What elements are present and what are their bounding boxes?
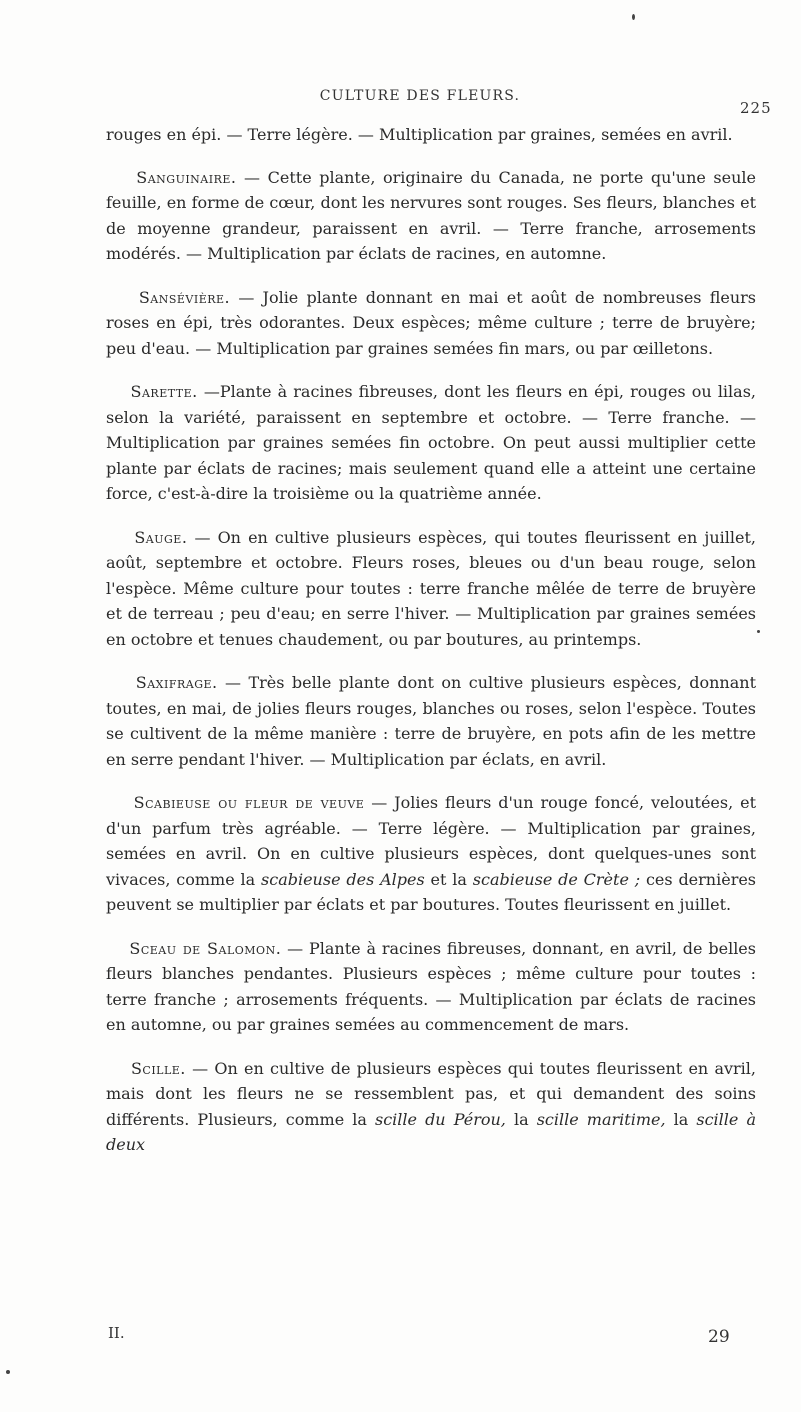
- entry-italic: scabieuse de Crète ;: [472, 869, 641, 889]
- entry-term: Sceau de Salomon.: [129, 938, 282, 958]
- entry-italic: scille à deux: [106, 1109, 756, 1154]
- entry-term: Saxifrage.: [135, 673, 218, 692]
- entry-sceau-de-salomon: [106, 936, 756, 1038]
- entry-sanguinaire: [106, 165, 756, 267]
- entry-text: — Plante à racines fibreuses, donnant, en avril, de belles fleurs blanches pendantes. Plusieurs espèces ; même culture pour toutes : terre franche ; arrosements fréquents. — Multiplication par éclats de racines en automne, ou par graines semées au commencement de mars.: [106, 938, 756, 1034]
- entry-term: Scille.: [130, 1058, 186, 1078]
- entry-text: la: [665, 1109, 697, 1129]
- entry-text: — Jolie plante donnant en mai et août de nombreuses fleurs roses en épi, très odorantes. Deux espèces; même culture ; terre de bruyère; peu d'eau. — Multiplication par graines semées fin mars, ou par œilletons.: [106, 287, 757, 358]
- entry-italic: scille maritime,: [536, 1109, 666, 1129]
- page-number: 225: [740, 99, 772, 117]
- entry-sanseviere: [106, 285, 756, 362]
- entry-text: — Très belle plante dont on cultive plusieurs espèces, donnant toutes, en mai, de jolies fleurs rouges, blanches ou roses, selon l'espèce. Toutes se cultivent de la même manière : terre de bruyère, en pots afin de les mettre en serre pendant l'hiver. — Multiplication par éclats, en avril.: [106, 673, 757, 769]
- entry-text: et la: [424, 869, 473, 889]
- entry-text: — Jolies fleurs d'un rouge foncé, veloutées, et d'un parfum très agréable. — Terre légère. — Multiplication par graines, semées en avril. On en cultive plusieurs espèces, dont quelques-unes sont vivaces, comme la: [106, 793, 756, 889]
- entry-scille: [106, 1056, 756, 1158]
- entry-term: Sarette.: [130, 382, 198, 401]
- sheet-number: 29: [708, 1327, 730, 1347]
- entry-text: — On en cultive plusieurs espèces, qui toutes fleurissent en juillet, août, septembre et octobre. Fleurs roses, bleues ou d'un beau rouge, selon l'espèce. Même culture pour toutes : terre franche mêlée de terre de bruyère et de terreau ; peu d'eau; en serre l'hiver. — Multiplication par graines semées en octobre et tenues chaudement, ou par boutures, au printemps.: [106, 527, 757, 649]
- paragraph-text: rouges en épi. — Terre légère. — Multiplication par graines, semées en avril.: [106, 125, 733, 144]
- entry-term: Sauge.: [134, 527, 188, 547]
- entry-saxifrage: [106, 670, 756, 772]
- entry-text: — Cette plante, originaire du Canada, ne porte qu'une seule feuille, en forme de cœur, dont les nervures sont rouges. Ses fleurs, blanches et de moyenne grandeur, paraissent en avril. — Terre franche, arrosements modérés. — Multiplication par éclats de racines, en automne.: [106, 167, 757, 263]
- margin-dot: [757, 630, 760, 633]
- entry-text: — On en cultive de plusieurs espèces qui toutes fleurissent en avril, mais dont les fleurs ne se ressemblent pas, et qui demandent des soins différents. Plusieurs, comme la: [106, 1058, 756, 1129]
- entry-italic: scabieuse des Alpes: [261, 869, 425, 889]
- entry-text: la: [505, 1109, 537, 1129]
- entry-scabieuse: [106, 790, 756, 918]
- entry-term: Sansévière.: [138, 287, 231, 307]
- entry-term: Scabieuse ou fleur de veuve: [133, 793, 365, 812]
- margin-dot: [6, 1370, 10, 1374]
- page-footer: [0, 1324, 801, 1354]
- entry-text: ces dernières peuvent se multiplier par éclats et par boutures. Toutes fleurissent en juillet.: [106, 869, 757, 914]
- entry-text: —Plante à racines fibreuses, dont les fleurs en épi, rouges ou lilas, selon la variété, paraissent en septembre et octobre. — Terre franche. —Multiplication par graines semées fin octobre. On peut aussi multiplier cette plante par éclats de racines; mais seulement quand elle a atteint une certaine force, c'est-à-dire la troisième ou la quatrième année.: [106, 382, 757, 503]
- margin-dot: [632, 14, 635, 20]
- entry-italic: scille du Pérou,: [374, 1109, 506, 1129]
- running-title: CULTURE DES FLEURS.: [319, 88, 521, 104]
- entry-sarette: [106, 379, 756, 507]
- body-text: [106, 122, 756, 1176]
- volume-signature: II.: [108, 1324, 125, 1342]
- paragraph-continuation: [106, 122, 756, 148]
- entry-term: Sanguinaire.: [136, 167, 237, 187]
- entry-sauge: [106, 525, 756, 653]
